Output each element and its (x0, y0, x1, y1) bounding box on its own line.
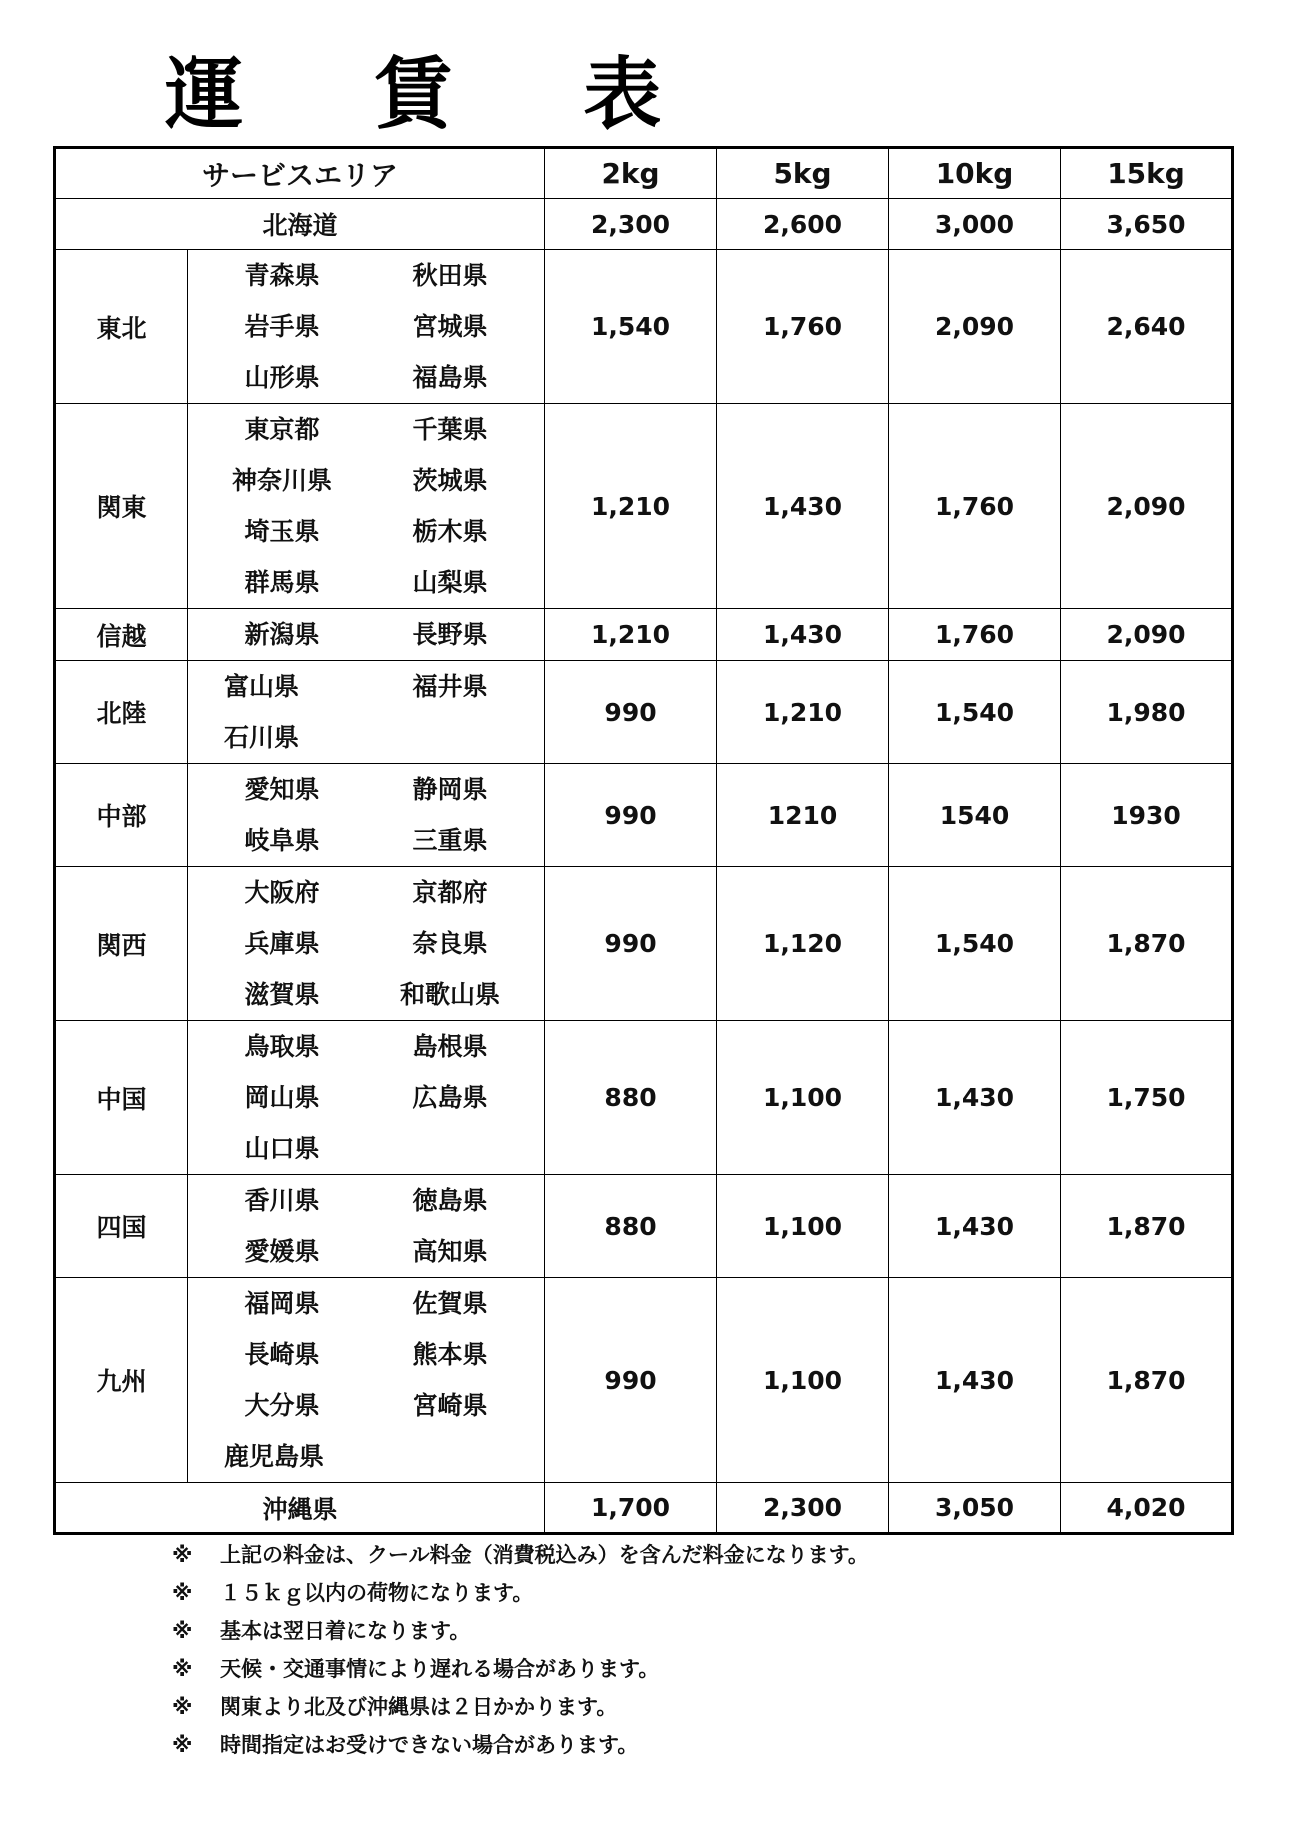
prefecture-list-cell (188, 1278, 545, 1483)
rate-cell: 1,210 (717, 661, 889, 764)
rate-cell: 2,090 (1061, 609, 1233, 661)
note-text: １５ｋｇ以内の荷物になります。 (220, 1581, 534, 1605)
header-service-area: サービスエリア (55, 148, 545, 199)
prefecture-list-cell (188, 764, 545, 867)
header-weight: 2kg (545, 148, 717, 199)
rate-cell: 1930 (1061, 764, 1233, 867)
rate-cell: 990 (545, 764, 717, 867)
prefecture-name: 岡山県 (244, 1083, 320, 1112)
prefecture-list-cell (188, 609, 545, 661)
rate-cell: 2,090 (1061, 404, 1233, 609)
note-item (172, 1612, 869, 1650)
note-text: 基本は翌日着になります。 (220, 1619, 471, 1643)
region-name: 関東 (55, 404, 188, 609)
prefecture-name: 鹿児島県 (224, 1442, 325, 1471)
prefecture-name: 千葉県 (412, 415, 488, 444)
note-item (172, 1688, 869, 1726)
prefecture-name: 富山県 (224, 672, 300, 701)
prefecture-name: 宮城県 (412, 312, 488, 341)
region-name: 北陸 (55, 661, 188, 764)
region-name: 中国 (55, 1021, 188, 1175)
table-row-region (55, 609, 1233, 661)
header-weight: 10kg (889, 148, 1061, 199)
prefecture-name: 山口県 (244, 1134, 320, 1163)
prefecture-name: 神奈川県 (231, 466, 332, 495)
prefecture-name: 熊本県 (412, 1340, 488, 1369)
prefecture-list (188, 250, 544, 403)
prefecture-name: 兵庫県 (244, 929, 320, 958)
prefecture-name: 奈良県 (412, 929, 488, 958)
note-mark: ※ (172, 1619, 193, 1643)
region-name: 関西 (55, 867, 188, 1021)
prefecture-name: 福岡県 (244, 1289, 320, 1318)
rate-cell: 1,430 (889, 1021, 1061, 1175)
rate-cell: 2,600 (717, 199, 889, 250)
rate-cell: 1210 (717, 764, 889, 867)
rate-cell: 1,430 (889, 1175, 1061, 1278)
note-text: 上記の料金は、クール料金（消費税込み）を含んだ料金になります。 (220, 1543, 869, 1567)
rate-cell: 1540 (889, 764, 1061, 867)
region-name: 四国 (55, 1175, 188, 1278)
prefecture-list-cell (188, 1021, 545, 1175)
prefecture-name: 石川県 (224, 723, 300, 752)
prefecture-list-cell (188, 250, 545, 404)
prefecture-name: 埼玉県 (244, 517, 320, 546)
rate-cell: 3,650 (1061, 199, 1233, 250)
table-row-hokkaido (55, 199, 1233, 250)
note-text: 時間指定はお受けできない場合があります。 (220, 1733, 639, 1757)
rate-cell: 1,100 (717, 1278, 889, 1483)
prefecture-name: 佐賀県 (412, 1289, 488, 1318)
prefecture-name: 山梨県 (412, 568, 488, 597)
prefecture-name: 徳島県 (412, 1186, 488, 1215)
prefecture-list-cell (188, 1175, 545, 1278)
rate-cell: 4,020 (1061, 1483, 1233, 1534)
table-row-region (55, 1278, 1233, 1483)
prefecture-name: 山形県 (244, 363, 320, 392)
prefecture-name: 香川県 (244, 1186, 320, 1215)
rate-table (53, 146, 1234, 1535)
rate-cell: 2,640 (1061, 250, 1233, 404)
rate-cell: 990 (545, 1278, 717, 1483)
table-row-okinawa (55, 1483, 1233, 1534)
prefecture-name: 長野県 (412, 620, 488, 649)
notes-list (172, 1536, 869, 1764)
prefecture-list (188, 1175, 544, 1277)
prefecture-list (188, 867, 544, 1020)
prefecture-name: 和歌山県 (399, 980, 500, 1009)
rate-cell: 1,210 (545, 609, 717, 661)
prefecture-name: 栃木県 (412, 517, 488, 546)
rate-cell: 1,100 (717, 1175, 889, 1278)
rate-cell: 1,870 (1061, 1175, 1233, 1278)
prefecture-name: 広島県 (412, 1083, 488, 1112)
prefecture-list (188, 609, 544, 660)
prefecture-list (188, 764, 544, 866)
note-mark: ※ (172, 1695, 193, 1719)
prefecture-list (188, 1278, 544, 1482)
prefecture-name: 群馬県 (244, 568, 320, 597)
rate-cell: 880 (545, 1021, 717, 1175)
header-row (55, 148, 1233, 199)
rate-cell: 1,430 (717, 404, 889, 609)
rate-cell: 1,120 (717, 867, 889, 1021)
rate-cell: 1,430 (717, 609, 889, 661)
prefecture-name: 新潟県 (244, 620, 320, 649)
table-row-region (55, 250, 1233, 404)
prefecture-name: 三重県 (412, 826, 488, 855)
prefecture-name: 東京都 (244, 415, 320, 444)
rate-cell: 2,090 (889, 250, 1061, 404)
note-mark: ※ (172, 1657, 193, 1681)
prefecture-name: 長崎県 (244, 1340, 320, 1369)
prefecture-name: 静岡県 (412, 775, 488, 804)
prefecture-name: 茨城県 (412, 466, 488, 495)
rate-cell: 1,540 (889, 661, 1061, 764)
prefecture-name: 大分県 (244, 1391, 320, 1420)
note-item (172, 1650, 869, 1688)
prefecture-name: 岐阜県 (244, 826, 320, 855)
note-item (172, 1574, 869, 1612)
note-mark: ※ (172, 1733, 193, 1757)
table-row-region (55, 661, 1233, 764)
rate-cell: 990 (545, 867, 717, 1021)
prefecture-name: 福島県 (412, 363, 488, 392)
rate-cell: 1,100 (717, 1021, 889, 1175)
rate-cell: 1,760 (717, 250, 889, 404)
rate-cell: 1,760 (889, 404, 1061, 609)
prefecture-name: 福井県 (412, 672, 488, 701)
prefecture-name: 京都府 (412, 878, 488, 907)
rate-cell: 3,050 (889, 1483, 1061, 1534)
region-name: 中部 (55, 764, 188, 867)
rate-cell: 1,870 (1061, 1278, 1233, 1483)
rate-cell: 1,430 (889, 1278, 1061, 1483)
rate-cell: 1,760 (889, 609, 1061, 661)
header-weight: 15kg (1061, 148, 1233, 199)
note-item (172, 1536, 869, 1574)
table-row-region (55, 1175, 1233, 1278)
header-weight: 5kg (717, 148, 889, 199)
prefecture-name: 宮崎県 (412, 1391, 488, 1420)
rate-cell: 1,540 (545, 250, 717, 404)
area-name: 北海道 (55, 199, 545, 250)
rate-cell: 2,300 (545, 199, 717, 250)
prefecture-name: 秋田県 (412, 261, 488, 290)
page-title: 運 賃 表 (165, 50, 714, 140)
table-row-region (55, 404, 1233, 609)
prefecture-name: 大阪府 (244, 878, 320, 907)
prefecture-name: 愛知県 (244, 775, 320, 804)
note-text: 関東より北及び沖縄県は２日かかります。 (220, 1695, 618, 1719)
area-name: 沖縄県 (55, 1483, 545, 1534)
prefecture-list-cell (188, 661, 545, 764)
prefecture-list (188, 661, 544, 763)
region-name: 東北 (55, 250, 188, 404)
rate-cell: 880 (545, 1175, 717, 1278)
prefecture-list-cell (188, 867, 545, 1021)
prefecture-name: 青森県 (244, 261, 320, 290)
note-text: 天候・交通事情により遅れる場合があります。 (220, 1657, 660, 1681)
table-row-region (55, 1021, 1233, 1175)
region-name: 九州 (55, 1278, 188, 1483)
prefecture-name: 島根県 (412, 1032, 488, 1061)
prefecture-name: 鳥取県 (244, 1032, 320, 1061)
table-row-region (55, 764, 1233, 867)
rate-cell: 1,210 (545, 404, 717, 609)
prefecture-list-cell (188, 404, 545, 609)
rate-cell: 1,700 (545, 1483, 717, 1534)
note-item (172, 1726, 869, 1764)
rate-cell: 2,300 (717, 1483, 889, 1534)
prefecture-list (188, 404, 544, 608)
prefecture-name: 愛媛県 (244, 1237, 320, 1266)
region-name: 信越 (55, 609, 188, 661)
note-mark: ※ (172, 1543, 193, 1567)
note-mark: ※ (172, 1581, 193, 1605)
rate-cell: 1,750 (1061, 1021, 1233, 1175)
rate-cell: 1,540 (889, 867, 1061, 1021)
rate-cell: 1,980 (1061, 661, 1233, 764)
prefecture-name: 岩手県 (244, 312, 320, 341)
prefecture-list (188, 1021, 544, 1174)
prefecture-name: 滋賀県 (244, 980, 320, 1009)
rate-cell: 3,000 (889, 199, 1061, 250)
rate-cell: 1,870 (1061, 867, 1233, 1021)
prefecture-name: 高知県 (412, 1237, 488, 1266)
table-row-region (55, 867, 1233, 1021)
rate-cell: 990 (545, 661, 717, 764)
